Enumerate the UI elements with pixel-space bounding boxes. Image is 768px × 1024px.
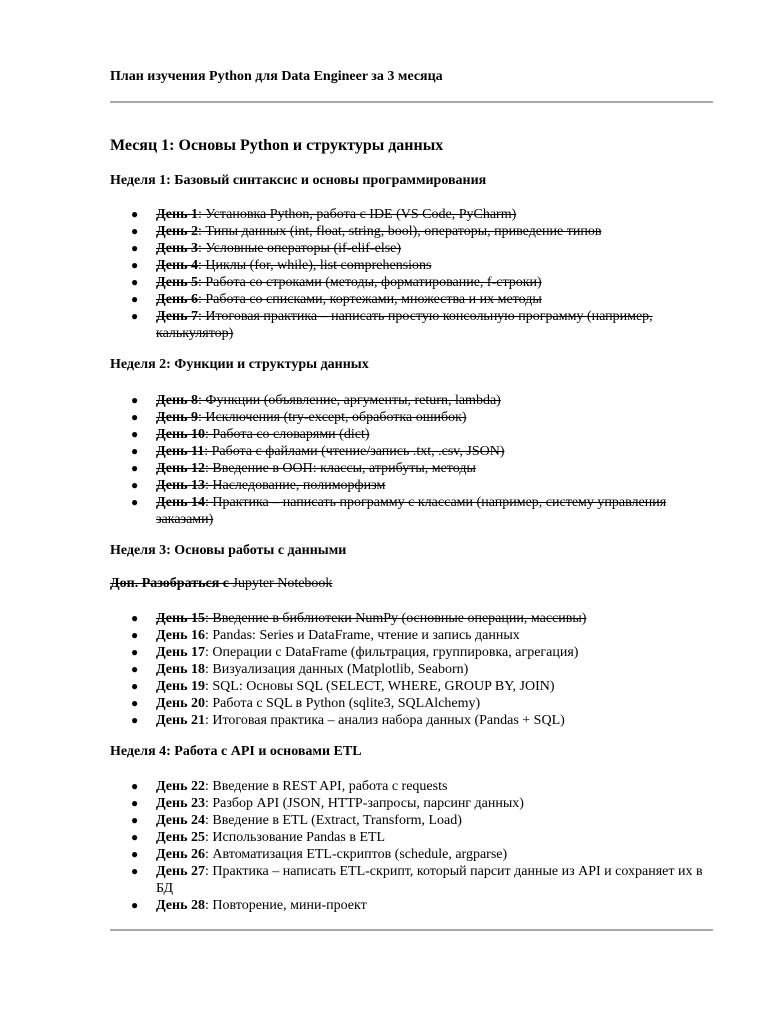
day-label: День 12 xyxy=(156,461,205,476)
day-label: День 6 xyxy=(156,292,198,307)
day-description: : Введение в библиотеки NumPy (основные операции, массивы) xyxy=(205,611,587,626)
bullet-icon: ● xyxy=(131,847,139,861)
day-label: День 23 xyxy=(156,796,205,811)
day-label: День 3 xyxy=(156,241,198,256)
day-description: : Практика – написать ETL-скрипт, который парсит данные из API и сохраняет их в БД xyxy=(156,864,703,896)
bullet-icon: ● xyxy=(131,393,139,407)
day-label: День 13 xyxy=(156,478,205,493)
top-divider xyxy=(110,101,713,103)
day-description: : Итоговая практика – написать простую консольную программу (например, калькулятор) xyxy=(156,309,653,341)
day-item xyxy=(110,846,714,863)
bullet-icon: ● xyxy=(131,495,139,509)
bullet-icon: ● xyxy=(131,461,139,475)
bullet-icon: ● xyxy=(131,645,139,659)
day-description: : Работа с SQL в Python (sqlite3, SQLAlchemy) xyxy=(205,696,481,711)
day-item xyxy=(110,206,714,223)
extra-note-label: Доп. Разобраться с xyxy=(110,576,229,591)
day-description: : Работа со строками (методы, форматирование, f-строки) xyxy=(198,275,542,290)
day-label: День 28 xyxy=(156,898,205,913)
bullet-icon: ● xyxy=(131,611,139,625)
bullet-icon: ● xyxy=(131,898,139,912)
day-label: День 20 xyxy=(156,696,205,711)
bullet-icon: ● xyxy=(131,713,139,727)
day-description: : Работа со словарями (dict) xyxy=(205,427,370,442)
day-item xyxy=(110,291,714,308)
bullet-icon: ● xyxy=(131,796,139,810)
day-label: День 27 xyxy=(156,864,205,879)
week-3-day-list xyxy=(110,610,714,729)
bullet-icon: ● xyxy=(131,864,139,878)
day-description: : Работа с файлами (чтение/запись .txt, .csv, JSON) xyxy=(204,444,505,459)
day-item xyxy=(110,678,714,695)
day-description: : Автоматизация ETL-скриптов (schedule, argparse) xyxy=(205,847,508,862)
week-2-day-list xyxy=(110,392,714,528)
week-4-day-list xyxy=(110,778,714,914)
month-1-title: Месяц 1: Основы Python и структуры данных xyxy=(110,137,444,154)
bullet-icon: ● xyxy=(131,410,139,424)
day-item xyxy=(110,240,714,257)
day-label: День 26 xyxy=(156,847,205,862)
day-description: : Наследование, полиморфизм xyxy=(205,478,386,493)
day-label: День 17 xyxy=(156,645,205,660)
day-description: : Использование Pandas в ETL xyxy=(205,830,386,845)
extra-note-text: Jupyter Notebook xyxy=(229,576,333,591)
bullet-icon: ● xyxy=(131,224,139,238)
bullet-icon: ● xyxy=(131,241,139,255)
day-item xyxy=(110,443,714,460)
day-label: День 16 xyxy=(156,628,205,643)
bullet-icon: ● xyxy=(131,292,139,306)
day-item xyxy=(110,778,714,795)
bullet-icon: ● xyxy=(131,478,139,492)
bullet-icon: ● xyxy=(131,813,139,827)
day-item xyxy=(110,460,714,477)
week-3-extra-note xyxy=(110,576,332,592)
day-label: День 14 xyxy=(156,495,205,510)
day-item xyxy=(110,257,714,274)
day-item xyxy=(110,829,714,846)
day-item xyxy=(110,426,714,443)
bullet-icon: ● xyxy=(131,628,139,642)
day-label: День 10 xyxy=(156,427,205,442)
day-label: День 21 xyxy=(156,713,205,728)
day-description: : Работа со списками, кортежами, множества и их методы xyxy=(198,292,542,307)
day-item xyxy=(110,409,714,426)
day-item xyxy=(110,274,714,291)
day-description: : Операции с DataFrame (фильтрация, группировка, агрегация) xyxy=(205,645,579,660)
bottom-divider xyxy=(110,929,713,931)
document-title: План изучения Python для Data Engineer за 3 месяца xyxy=(110,69,443,84)
day-item xyxy=(110,661,714,678)
bullet-icon: ● xyxy=(131,275,139,289)
day-label: День 9 xyxy=(156,410,198,425)
day-description: : Исключения (try-except, обработка ошибок) xyxy=(198,410,467,425)
bullet-icon: ● xyxy=(131,444,139,458)
day-label: День 1 xyxy=(156,207,198,222)
day-item xyxy=(110,897,714,914)
day-description: : Установка Python, работа с IDE (VS Code, PyCharm) xyxy=(198,207,517,222)
day-label: День 2 xyxy=(156,224,198,239)
day-item xyxy=(110,795,714,812)
day-description: : Типы данных (int, float, string, bool), операторы, приведение типов xyxy=(198,224,602,239)
day-label: День 7 xyxy=(156,309,198,324)
day-item xyxy=(110,863,714,897)
week-3-title: Неделя 3: Основы работы с данными xyxy=(110,543,347,558)
day-description: : Практика – написать программу с классами (например, систему управления заказами) xyxy=(156,495,667,527)
day-item xyxy=(110,627,714,644)
day-description: : Условные операторы (if-elif-else) xyxy=(198,241,402,256)
bullet-icon: ● xyxy=(131,779,139,793)
day-description: : Повторение, мини-проект xyxy=(205,898,367,913)
bullet-icon: ● xyxy=(131,258,139,272)
day-item xyxy=(110,308,714,342)
day-description: : Введение в ООП: классы, атрибуты, методы xyxy=(205,461,476,476)
day-item xyxy=(110,712,714,729)
week-1-title: Неделя 1: Базовый синтаксис и основы программирования xyxy=(110,173,487,188)
day-description: : Визуализация данных (Matplotlib, Seaborn) xyxy=(205,662,469,677)
day-description: : SQL: Основы SQL (SELECT, WHERE, GROUP BY, JOIN) xyxy=(205,679,555,694)
day-label: День 24 xyxy=(156,813,205,828)
day-description: : Pandas: Series и DataFrame, чтение и запись данных xyxy=(205,628,520,643)
bullet-icon: ● xyxy=(131,207,139,221)
day-label: День 19 xyxy=(156,679,205,694)
bullet-icon: ● xyxy=(131,696,139,710)
day-label: День 5 xyxy=(156,275,198,290)
day-label: День 22 xyxy=(156,779,205,794)
day-item xyxy=(110,644,714,661)
week-1-day-list xyxy=(110,206,714,342)
bullet-icon: ● xyxy=(131,662,139,676)
day-description: : Введение в REST API, работа с requests xyxy=(205,779,448,794)
bullet-icon: ● xyxy=(131,427,139,441)
day-label: День 4 xyxy=(156,258,198,273)
day-description: : Циклы (for, while), list comprehensions xyxy=(198,258,432,273)
day-description: : Итоговая практика – анализ набора данных (Pandas + SQL) xyxy=(205,713,565,728)
day-label: День 15 xyxy=(156,611,205,626)
day-label: День 8 xyxy=(156,393,198,408)
day-description: : Введение в ETL (Extract, Transform, Load) xyxy=(205,813,462,828)
day-item xyxy=(110,477,714,494)
day-description: : Разбор API (JSON, HTTP-запросы, парсинг данных) xyxy=(205,796,524,811)
day-label: День 18 xyxy=(156,662,205,677)
bullet-icon: ● xyxy=(131,679,139,693)
day-item xyxy=(110,695,714,712)
day-item xyxy=(110,223,714,240)
week-4-title: Неделя 4: Работа с API и основами ETL xyxy=(110,744,362,759)
day-description: : Функции (объявление, аргументы, return, lambda) xyxy=(198,393,501,408)
day-item xyxy=(110,392,714,409)
bullet-icon: ● xyxy=(131,309,139,323)
day-item xyxy=(110,610,714,627)
week-2-title: Неделя 2: Функции и структуры данных xyxy=(110,357,369,372)
day-label: День 11 xyxy=(156,444,205,459)
day-label: День 25 xyxy=(156,830,205,845)
bullet-icon: ● xyxy=(131,830,139,844)
day-item xyxy=(110,812,714,829)
day-item xyxy=(110,494,714,528)
